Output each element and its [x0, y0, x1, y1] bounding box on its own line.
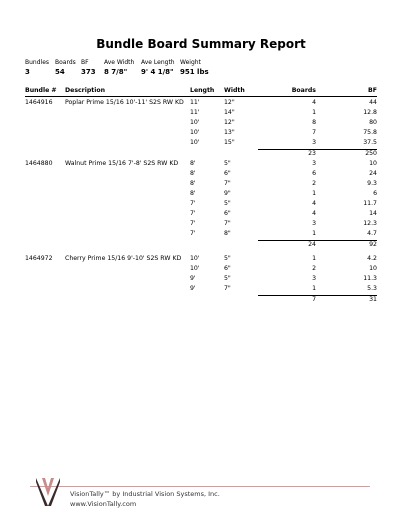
row-bf: 4.7 — [367, 230, 377, 237]
row-width: 5" — [224, 200, 231, 207]
summary-ave-width — [104, 59, 134, 76]
row-width: 15" — [224, 139, 235, 146]
table-row — [25, 180, 377, 190]
row-boards: 3 — [312, 275, 316, 282]
row-boards: 1 — [312, 190, 316, 197]
row-boards: 4 — [312, 210, 316, 217]
row-width: 13" — [224, 129, 235, 136]
visiontally-logo-icon — [36, 478, 60, 506]
table-row — [25, 230, 377, 240]
row-width: 5" — [224, 160, 231, 167]
footer-website-link[interactable]: www.VisionTally.com — [70, 500, 137, 508]
subtotal-boards: 23 — [308, 150, 316, 157]
table-row — [25, 119, 377, 129]
row-length: 10' — [190, 119, 200, 126]
row-bf: 80 — [369, 119, 377, 126]
row-boards: 6 — [312, 170, 316, 177]
row-length: 9' — [190, 275, 196, 282]
row-bf: 12.8 — [363, 109, 377, 116]
summary-bundles-label: Bundles — [25, 59, 50, 66]
footer-divider — [30, 486, 370, 487]
row-length: 8' — [190, 170, 196, 177]
summary-ave-length-value: 9' 4 1/8" — [141, 68, 174, 76]
row-boards: 1 — [312, 109, 316, 116]
row-width: 7" — [224, 285, 231, 292]
row-boards: 4 — [312, 200, 316, 207]
subtotal-row — [25, 150, 377, 160]
summary-bf — [81, 59, 96, 76]
subtotal-bf: 31 — [369, 296, 377, 303]
summary-ave-length-label: Ave Length — [141, 59, 175, 66]
row-width: 7" — [224, 180, 231, 187]
summary-weight-label: Weight — [180, 59, 201, 66]
summary-boards — [55, 59, 76, 76]
row-boards: 3 — [312, 160, 316, 167]
row-bf: 11.7 — [363, 200, 377, 207]
footer-company: VisionTally™ by Industrial Vision Systems, Inc. — [70, 490, 220, 498]
subtotal-bf: 250 — [365, 150, 377, 157]
table-row — [25, 160, 377, 170]
row-length: 10' — [190, 265, 200, 272]
bundle-number: 1464916 — [25, 99, 53, 106]
row-width: 12" — [224, 99, 235, 106]
header-bf: BF — [368, 87, 377, 94]
bundle-number: 1464880 — [25, 160, 53, 167]
row-bf: 10 — [369, 265, 377, 272]
header-boards: Boards — [291, 87, 316, 94]
table-row — [25, 109, 377, 119]
row-bf: 6 — [373, 190, 377, 197]
row-boards: 7 — [312, 129, 316, 136]
summary-boards-label: Boards — [55, 59, 76, 66]
row-bf: 5.3 — [367, 285, 377, 292]
summary-boards-value: 54 — [55, 68, 65, 76]
summary-ave-length — [141, 59, 175, 76]
row-length: 8' — [190, 190, 196, 197]
summary-bf-label: BF — [81, 59, 89, 66]
row-width: 5" — [224, 275, 231, 282]
row-boards: 3 — [312, 139, 316, 146]
row-bf: 12.3 — [363, 220, 377, 227]
row-boards: 1 — [312, 255, 316, 262]
row-bf: 14 — [369, 210, 377, 217]
row-length: 7' — [190, 210, 196, 217]
row-boards: 1 — [312, 230, 316, 237]
table-row — [25, 139, 377, 149]
header-length: Length — [190, 87, 215, 94]
row-width: 6" — [224, 170, 231, 177]
row-length: 11' — [190, 99, 200, 106]
row-boards: 2 — [312, 265, 316, 272]
row-width: 12" — [224, 119, 235, 126]
table-row — [25, 99, 377, 109]
row-length: 9' — [190, 285, 196, 292]
subtotal-boards: 24 — [308, 241, 316, 248]
row-length: 7' — [190, 220, 196, 227]
bundle-description: Walnut Prime 15/16 7'-8' S2S RW KD — [65, 160, 179, 167]
footer — [30, 482, 370, 514]
table-row — [25, 265, 377, 275]
header-bundle: Bundle # — [25, 87, 57, 94]
row-bf: 11.3 — [363, 275, 377, 282]
subtotal-row — [25, 296, 377, 306]
table-row — [25, 190, 377, 200]
row-boards: 2 — [312, 180, 316, 187]
table-row — [25, 275, 377, 285]
summary-bundles — [25, 59, 49, 76]
row-width: 5" — [224, 255, 231, 262]
table-row — [25, 255, 377, 265]
table-row — [25, 129, 377, 139]
row-width: 6" — [224, 210, 231, 217]
row-length: 8' — [190, 180, 196, 187]
subtotal-bf: 92 — [369, 241, 377, 248]
header-description: Description — [65, 87, 106, 94]
row-bf: 10 — [369, 160, 377, 167]
table-row — [25, 285, 377, 295]
bundle-description: Poplar Prime 15/16 10'-11' S2S RW KD — [65, 99, 184, 106]
row-boards: 1 — [312, 285, 316, 292]
row-length: 10' — [190, 255, 200, 262]
summary-bf-value: 373 — [81, 68, 96, 76]
header-width: Width — [224, 87, 245, 94]
row-bf: 44 — [369, 99, 377, 106]
row-length: 8' — [190, 160, 196, 167]
subtotal-row — [25, 241, 377, 251]
row-bf: 4.2 — [367, 255, 377, 262]
row-width: 8" — [224, 230, 231, 237]
report-title: Bundle Board Summary Report — [96, 37, 306, 51]
table-row — [25, 200, 377, 210]
row-length: 7' — [190, 230, 196, 237]
bundle-description: Cherry Prime 15/16 9'-10' S2S RW KD — [65, 255, 182, 262]
summary-ave-width-label: Ave Width — [104, 59, 135, 66]
row-bf: 37.5 — [363, 139, 377, 146]
row-boards: 8 — [312, 119, 316, 126]
table-row — [25, 170, 377, 180]
table-row — [25, 220, 377, 230]
summary-weight — [180, 59, 209, 76]
summary-weight-value: 951 lbs — [180, 68, 209, 76]
row-width: 6" — [224, 265, 231, 272]
row-boards: 3 — [312, 220, 316, 227]
row-bf: 24 — [369, 170, 377, 177]
table-row — [25, 210, 377, 220]
header-divider — [25, 96, 377, 97]
summary-bundles-value: 3 — [25, 68, 30, 76]
row-length: 11' — [190, 109, 200, 116]
row-width: 7" — [224, 220, 231, 227]
row-boards: 4 — [312, 99, 316, 106]
row-width: 14" — [224, 109, 235, 116]
row-bf: 9.3 — [367, 180, 377, 187]
row-bf: 75.8 — [363, 129, 377, 136]
row-length: 10' — [190, 139, 200, 146]
summary-ave-width-value: 8 7/8" — [104, 68, 128, 76]
row-length: 10' — [190, 129, 200, 136]
row-length: 7' — [190, 200, 196, 207]
bundle-number: 1464972 — [25, 255, 53, 262]
subtotal-boards: 7 — [312, 296, 316, 303]
row-width: 9" — [224, 190, 231, 197]
